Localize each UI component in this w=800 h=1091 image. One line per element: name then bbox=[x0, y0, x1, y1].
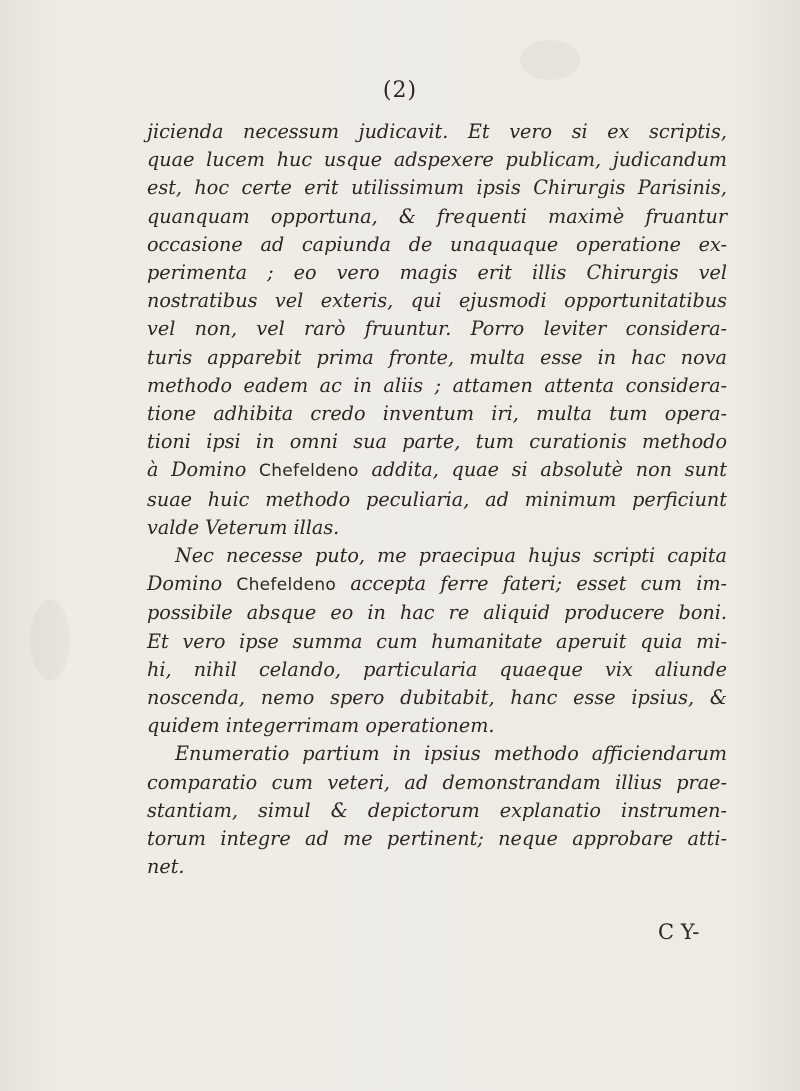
proper-name: Chefeldeno bbox=[236, 575, 337, 596]
text-line: tione adhibita credo inventum iri, multa tum opera- bbox=[147, 402, 727, 426]
text-line: Enumeratio partium in ipsius methodo afficiendarum bbox=[175, 742, 727, 766]
text-line: noscenda, nemo spero dubitabit, hanc esse ipsius, & bbox=[147, 686, 727, 710]
body-text bbox=[147, 118, 727, 881]
text-line bbox=[147, 570, 727, 599]
text-fragment: addita, quae si absolutè non sunt bbox=[358, 458, 727, 482]
text-line: quidem integerrimam operationem. bbox=[147, 714, 495, 738]
proper-name: Chefeldeno bbox=[259, 461, 359, 482]
text-fragment: accepta ferre fateri; esset cum im- bbox=[336, 572, 728, 596]
text-fragment: Domino bbox=[147, 572, 237, 596]
text-line: possibile absque eo in hac re aliquid producere boni. bbox=[147, 601, 727, 625]
text-line: vel non, vel rarò fruuntur. Porro leviter considera- bbox=[147, 317, 727, 341]
text-line: torum integre ad me pertinent; neque approbare atti- bbox=[147, 827, 727, 851]
paper-stain bbox=[520, 40, 580, 80]
catchword: C Y- bbox=[658, 920, 700, 944]
text-line: est, hoc certe erit utilissimum ipsis Chirurgis Parisinis, bbox=[147, 176, 727, 200]
text-line: net. bbox=[147, 855, 185, 879]
text-line: occasione ad capiunda de unaquaque operatione ex- bbox=[147, 232, 727, 256]
text-line bbox=[147, 456, 727, 485]
paper-stain bbox=[30, 600, 70, 680]
text-line: comparatio cum veteri, ad demonstrandam illius prae- bbox=[147, 770, 727, 794]
text-line: tioni ipsi in omni sua parte, tum curationis methodo bbox=[147, 430, 727, 454]
text-line: perimenta ; eo vero magis erit illis Chirurgis vel bbox=[147, 261, 727, 285]
text-line: turis apparebit prima fronte, multa esse in hac nova bbox=[147, 345, 727, 369]
text-line: nostratibus vel exteris, qui ejusmodi opportunitatibus bbox=[147, 289, 727, 313]
text-line: Nec necesse puto, me praecipua hujus scripti capita bbox=[175, 544, 727, 568]
text-line: Et vero ipse summa cum humanitate aperuit quia mi- bbox=[147, 629, 727, 653]
text-line: quae lucem huc usque adspexere publicam, judicandum bbox=[147, 148, 727, 172]
text-line: stantiam, simul & depictorum explanatio instrumen- bbox=[147, 798, 727, 822]
text-line: suae huic methodo peculiaria, ad minimum perficiunt bbox=[147, 487, 727, 511]
text-line: jicienda necessum judicavit. Et vero si ex scriptis, bbox=[147, 120, 727, 143]
text-line: quanquam opportuna, & frequenti maximè fruantur bbox=[147, 204, 727, 228]
page-number: (2) bbox=[382, 78, 418, 103]
text-fragment: à Domino bbox=[147, 458, 260, 482]
text-line: valde Veterum illas. bbox=[147, 515, 340, 539]
text-line: hi, nihil celando, particularia quaeque vix aliunde bbox=[147, 657, 727, 681]
text-line: methodo eadem ac in aliis ; attamen attenta considera- bbox=[147, 373, 727, 397]
